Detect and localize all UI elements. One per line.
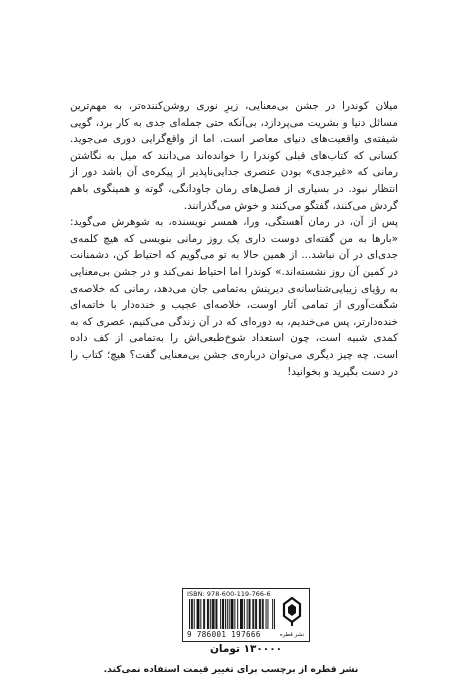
barcode-panel [182, 588, 310, 642]
price-label: ۱۳۰۰۰۰ تومان [209, 643, 283, 655]
barcode-bar [256, 599, 257, 629]
barcode-bar [198, 599, 199, 629]
barcode-bar [225, 599, 226, 629]
barcode-digits: 9 786001 197666 [187, 630, 261, 639]
barcode-bar [216, 599, 217, 629]
barcode-bar [253, 599, 254, 629]
barcode-bar [214, 599, 215, 629]
barcode-bar [229, 599, 230, 629]
barcode-bar [232, 599, 233, 629]
barcode-bar [222, 599, 223, 629]
barcode-bar [212, 599, 213, 629]
barcode-bar [210, 599, 211, 629]
barcode-bar [204, 599, 205, 629]
barcode-bar [255, 599, 256, 629]
barcode-bar [200, 599, 201, 629]
barcode-bar [240, 599, 241, 629]
barcode-bar [207, 599, 208, 629]
barcode-bar [191, 599, 192, 629]
back-cover-blurb [70, 98, 398, 380]
price-note: نشر قطره از برچسب برای تغییر قیمت استفاده نمی‌کند. [103, 664, 359, 675]
barcode-bar [194, 599, 195, 629]
barcode-bar [208, 599, 209, 629]
barcode-bar [234, 599, 235, 629]
barcode-bar [252, 599, 253, 629]
barcode-bar [249, 599, 250, 629]
barcode-bar [272, 599, 273, 629]
barcode-bar [198, 599, 199, 629]
barcode-bar [247, 599, 248, 629]
barcode-bar [249, 599, 250, 629]
barcode-bar [262, 599, 263, 629]
barcode-bar [231, 599, 232, 629]
barcode-bar [241, 599, 242, 629]
barcode-bar [189, 599, 190, 629]
barcode-bar [263, 599, 264, 629]
isbn-label: ISBN: 978-600-119-766-6 [187, 590, 271, 598]
barcode-bar [237, 599, 238, 629]
blurb-paragraph-2: پس از آن، در رمان آهستگی، ورا، همسر نویسنده، به شوهرش می‌گوید: «بارها به من گفته‌ای دوست داری یک روز رمانی بنویسی که هیچ کلمه‌ی جدی‌ای در آن نباشد... از همین حالا به تو می‌گویم که احتیاط کن، دشمنانت در کمین آن روز نشسته‌اند.» کوندرا اما احتیاط نمی‌کند و در جشن بی‌معنایی به رؤیای زیبایی‌شناسانه‌ی دیرینش به‌تمامی جان می‌دهد، رمانی که خلاصه‌ی شگفت‌آوری از تمامی آثار اوست، خلاصه‌ای عجیب و خنده‌دار با خاتمه‌ای خنده‌دارتر، پس می‌خندیم، به دوره‌ای که در آن زندگی می‌کنیم، عصری که به کمدی شبیه است، چون استعداد شوخ‌طبعی‌اش را به‌تمامی از کف داده است. چه چیز دیگری می‌توان درباره‌ی جشن بی‌معنایی گفت؟ هیچ؛ کتاب را در دست بگیرید و بخوانید! [70, 216, 398, 378]
barcode-bar [192, 599, 193, 629]
barcode-bar [242, 599, 243, 629]
barcode-bar [274, 599, 275, 629]
barcode-bar [244, 599, 245, 629]
barcode-bar [223, 599, 224, 629]
barcode-bar [227, 599, 228, 629]
publisher-logo-icon [278, 595, 306, 635]
barcode-bar [213, 599, 214, 629]
barcode-bar [220, 599, 221, 629]
barcode-bar [267, 599, 268, 629]
blurb-paragraph-1: میلان کوندرا در جشن بی‌معنایی، زیرِ نوری روشن‌کننده‌تر، به مهم‌ترین مسائل دنیا و بشریت می‌پردازد، بی‌آنکه حتی جمله‌ای جدی به کار برد، گویی شیفته‌ی واقعیت‌های دنیای معاصر است. اما از واقع‌گرایی دوری می‌جوید. کسانی که کتاب‌های قبلی کوندرا را خوانده‌اند می‌دانند که میل به نگاشتن رمانی که «غیرجدی» بودن عنصری جدایی‌ناپذیر از پیکره‌ی آن باشد دور از انتظار نبود. در بسیاری از فصل‌های رمان جاودانگی، گوته و همینگوی باهم گردش می‌کنند، گفتگو می‌کنند و خوش می‌گذرانند. [70, 100, 398, 212]
barcode-bar [197, 599, 198, 629]
barcode [189, 599, 275, 629]
barcode-bar [203, 599, 204, 629]
publisher-logo-text: نشر قطره [279, 632, 305, 638]
barcode-bar [266, 599, 267, 629]
barcode-bar [232, 599, 233, 629]
barcode-bar [215, 599, 216, 629]
barcode-bar [260, 599, 261, 629]
barcode-bar [259, 599, 260, 629]
